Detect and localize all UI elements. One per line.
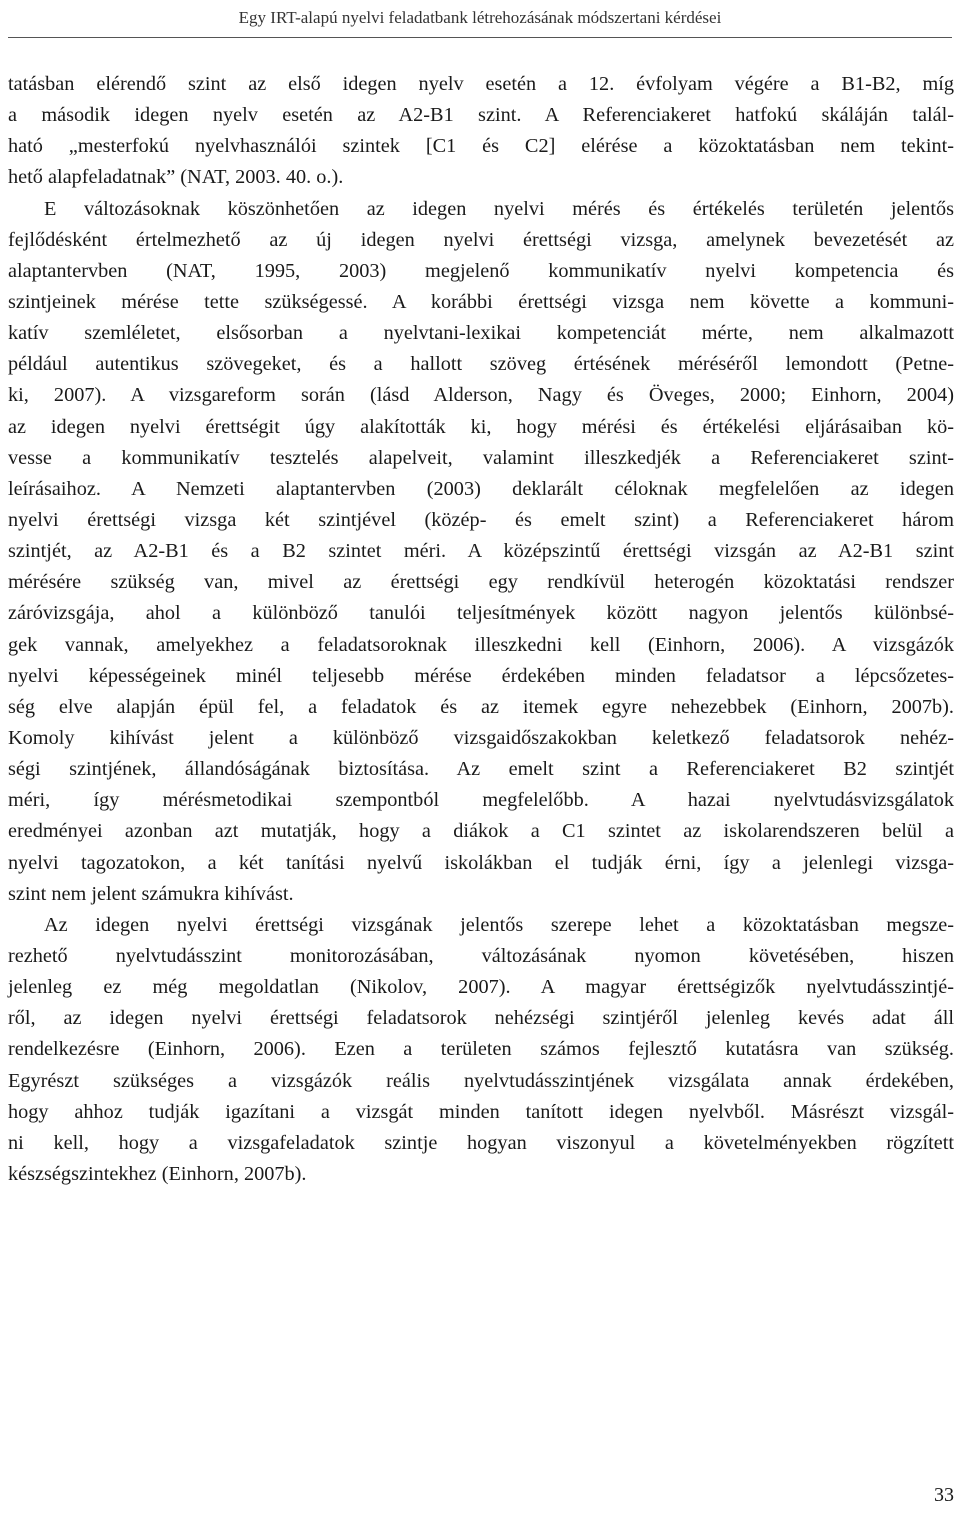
text-line: szintjét, az A2-B1 és a B2 szintet méri. A középszintű érettségi vizsgán az A2-B1 szint (8, 540, 954, 563)
text-line: rezhető nyelvtudásszint monitorozásában, változásának nyomon követésében, hiszen (8, 944, 954, 967)
text-line: tatásban elérendő szint az első idegen nyelv esetén a 12. évfolyam végére a B1-B2, míg (8, 73, 954, 95)
text-line: alaptantervben (NAT, 1995, 2003) megjelenő kommunikatív nyelvi kompetencia és (8, 259, 954, 282)
text-line: Egyrészt szükséges a vizsgázók reális nyelvtudásszintjének vizsgálata annak érdekében, (8, 1069, 954, 1092)
text-line: szintjeinek mérése tette szükségessé. A korábbi érettségi vizsga nem követte a kommuni- (8, 290, 954, 313)
text-line: leírásaihoz. A Nemzeti alaptantervben (2003) deklarált céloknak megfelelően az idegen (8, 477, 954, 500)
text-line: ható „mesterfokú nyelvhasználói szintek [C1 és C2] elérése a közoktatásban nem tekint- (8, 135, 954, 158)
text-line: Az idegen nyelvi érettségi vizsgának jelentős szerepe lehet a közoktatásban megsze- (44, 913, 954, 936)
text-line: ki, 2007). A vizsgareform során (lásd Alderson, Nagy és Öveges, 2000; Einhorn, 2004) (8, 384, 954, 407)
body-text (8, 69, 954, 1190)
text-line: záróvizsgája, ahol a különböző tanulói teljesítmények között nagyon jelentős különbsé- (8, 602, 954, 625)
text-line: például autentikus szövegeket, és a hallott szöveg értésének méréséről lemondott (Petne- (8, 353, 954, 376)
text-line: E változásoknak köszönhetően az idegen nyelvi mérés és értékelés területén jelentős (44, 197, 954, 220)
text-line: nyelvi érettségi vizsga két szintjével (közép- és emelt szint) a Referenciakeret három (8, 508, 954, 531)
paragraph-end: hető alapfeladatnak” (NAT, 2003. 40. o.). (8, 166, 344, 189)
text-line: szint nem jelent számukra kihívást. (8, 882, 294, 905)
text-line: katív szemléletet, elsősorban a nyelvtani-lexikai kompetenciát mérte, nem alkalmazott (8, 322, 954, 345)
text-line: gek vannak, amelyekhez a feladatsoroknak illeszkedni kell (Einhorn, 2006). A vizsgázók (8, 633, 954, 656)
text-line: mérésére szükség van, mivel az érettségi egy rendkívül heterogén közoktatási rendszer (8, 571, 954, 594)
text-line: vesse a kommunikatív tesztelés alapelveit, valamint illeszkedjék a Referenciakeret szint- (8, 446, 954, 469)
text-line: a második idegen nyelv esetén az A2-B1 szint. A Referenciakeret hatfokú skáláján talál- (8, 104, 954, 127)
text-line: az idegen nyelvi érettségit úgy alakították ki, hogy mérési és értékelési eljárásaiban kö- (8, 415, 954, 438)
text-line: nyelvi tagozatokon, a két tanítási nyelvű iskolákban el tudják érni, így a jelenlegi vizsga- (8, 851, 954, 874)
text-line: Komoly kihívást jelent a különböző vizsgaidőszakokban keletkező feladatsorok nehéz- (8, 726, 954, 749)
text-line: eredményei azonban azt mutatják, hogy a diákok a C1 szintet az iskolarendszeren belül a (8, 820, 954, 843)
text-line: rendelkezésre (Einhorn, 2006). Ezen a területen számos fejlesztő kutatásra van szükség. (8, 1038, 954, 1061)
text-line: nyelvi képességeinek minél teljesebb mérése érdekében minden feladatsor a lépcsőzetes- (8, 664, 954, 687)
text-line: méri, így mérésmetodikai szempontból megfelelőbb. A hazai nyelvtudásvizsgálatok (8, 789, 954, 812)
text-line: ről, az idegen nyelvi érettségi feladatsorok nehézségi szintjéről jelenleg kevés adat áll (8, 1007, 954, 1030)
text-line: készségszintekhez (Einhorn, 2007b). (8, 1162, 307, 1185)
text-line: ség elve alapján épül fel, a feladatok és az itemek egyre nehezebbek (Einhorn, 2007b). (8, 695, 954, 718)
running-header: Egy IRT-alapú nyelvi feladatbank létrehozásának módszertani kérdései (238, 8, 722, 27)
text-line: ségi szintjének, állandóságának biztosítása. Az emelt szint a Referenciakeret B2 szintjét (8, 758, 954, 781)
page-number: 33 (934, 1484, 954, 1506)
header-rule (8, 37, 952, 38)
text-line: hogy ahhoz tudják igazítani a vizsgát minden tanított idegen nyelvből. Másrészt vizsgál- (8, 1100, 954, 1123)
text-line: jelenleg ez még megoldatlan (Nikolov, 2007). A magyar érettségizők nyelvtudásszintjé- (8, 976, 954, 999)
text-line: fejlődésként értelmezhető az új idegen nyelvi érettségi vizsga, amelynek bevezetését az (8, 228, 954, 251)
text-line: ni kell, hogy a vizsgafeladatok szintje hogyan viszonyul a követelményekben rögzített (8, 1131, 954, 1154)
